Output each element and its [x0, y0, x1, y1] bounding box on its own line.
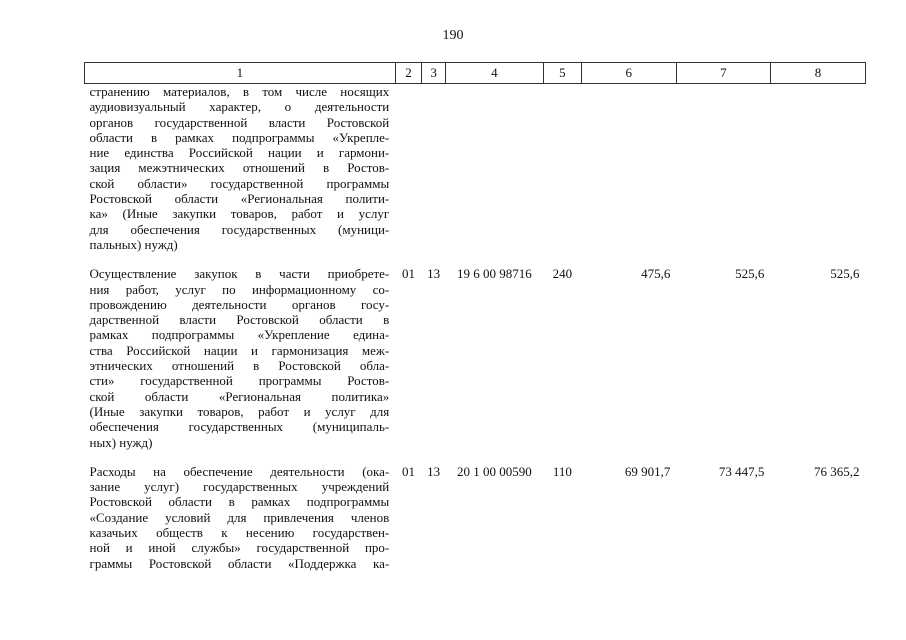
header-cell-6: 6 [581, 63, 676, 84]
expense-type-code [543, 84, 581, 253]
table-row [85, 252, 866, 450]
description-line: органов государственной власти Ростовской [89, 114, 390, 130]
header-cell-8: 8 [770, 63, 865, 84]
table-header [85, 63, 866, 84]
amount-col6 [581, 84, 676, 253]
description-line: аудиовизуальный характер, о деятельности [89, 99, 390, 115]
section-code: 01 [402, 463, 416, 479]
description-line: сти» государственной программы Ростов- [89, 373, 390, 389]
description-line: провождению деятельности органов госу- [89, 296, 390, 312]
description-line: дарственной власти Ростовской области в [89, 312, 390, 328]
description-line: этнических отношений в Ростовской обла- [89, 358, 390, 374]
description-line: «Создание условий для привлечения членов [89, 509, 390, 525]
description-line: ной и иной службы» государственной про- [89, 540, 390, 556]
description-line: Ростовской области в рамках подпрограммы [89, 494, 390, 510]
description-line: странению материалов, в том числе носящих [89, 84, 390, 99]
description-line: (Иные закупки товаров, работ и услуг для [89, 403, 390, 419]
header-cell-1: 1 [85, 63, 396, 84]
row-description [85, 450, 396, 571]
table-row [85, 450, 866, 571]
section-code [395, 84, 422, 253]
amount-col7: 525,6 [735, 266, 765, 282]
amount-col8: 525,6 [830, 266, 860, 282]
description-line: ния работ, услуг по информационному со- [89, 281, 390, 297]
amount-col7 [676, 84, 770, 253]
header-cell-5: 5 [543, 63, 581, 84]
amount-col6: 69 901,7 [624, 463, 671, 479]
amount-col6: 475,6 [641, 266, 671, 282]
description-line: ных) нужд) [89, 434, 153, 450]
description-line: зание услуг) государственных учреждений [89, 479, 390, 495]
amount-col7: 73 447,5 [718, 463, 765, 479]
description-line: казачьих обществ к несению государствен- [89, 525, 390, 541]
amount-col8 [770, 84, 865, 253]
budget-table [84, 62, 866, 571]
subsection-code [422, 84, 446, 253]
header-row [85, 63, 866, 84]
subsection-code: 13 [427, 463, 441, 479]
description-line: для обеспечения государственных (муници- [89, 221, 390, 237]
description-line: пальных) нужд) [89, 236, 178, 252]
description-line: ской области» государственной программы [89, 175, 390, 191]
description-line: граммы Ростовской области «Поддержка ка- [89, 555, 390, 571]
target-article-code [445, 84, 543, 253]
section-code: 01 [402, 266, 416, 282]
page-number: 190 [442, 28, 464, 43]
description-line: Осуществление закупок в части приобрете- [89, 266, 390, 282]
description-line: Расходы на обеспечение деятельности (ока- [89, 463, 390, 479]
header-cell-2: 2 [395, 63, 422, 84]
target-article-code: 20 1 00 00590 [457, 463, 532, 479]
subsection-code: 13 [427, 266, 441, 282]
row-description [85, 84, 396, 253]
description-line: области в рамках подпрограммы «Укрепле- [89, 129, 390, 145]
header-cell-7: 7 [676, 63, 770, 84]
description-line: ства Российской нации и гармонизация меж- [89, 342, 390, 358]
description-line: зация межэтнических отношений в Ростов- [89, 160, 390, 176]
description-line: ние единства Российской нации и гармони- [89, 145, 390, 161]
expense-type-code: 240 [552, 266, 573, 282]
table-row [85, 84, 866, 253]
row-description [85, 252, 396, 450]
description-line: обеспечения государственных (муниципаль- [89, 419, 390, 435]
amount-col8: 76 365,2 [814, 463, 860, 479]
description-line: ка» (Иные закупки товаров, работ и услуг [89, 206, 390, 222]
target-article-code: 19 6 00 98716 [457, 266, 532, 282]
description-line: рамках подпрограммы «Укрепление едина- [89, 327, 390, 343]
description-line: Ростовской области «Региональная полити- [89, 191, 390, 207]
description-line: ской области «Региональная политика» [89, 388, 390, 404]
header-cell-3: 3 [422, 63, 446, 84]
expense-type-code: 110 [552, 463, 572, 479]
header-cell-4: 4 [445, 63, 543, 84]
